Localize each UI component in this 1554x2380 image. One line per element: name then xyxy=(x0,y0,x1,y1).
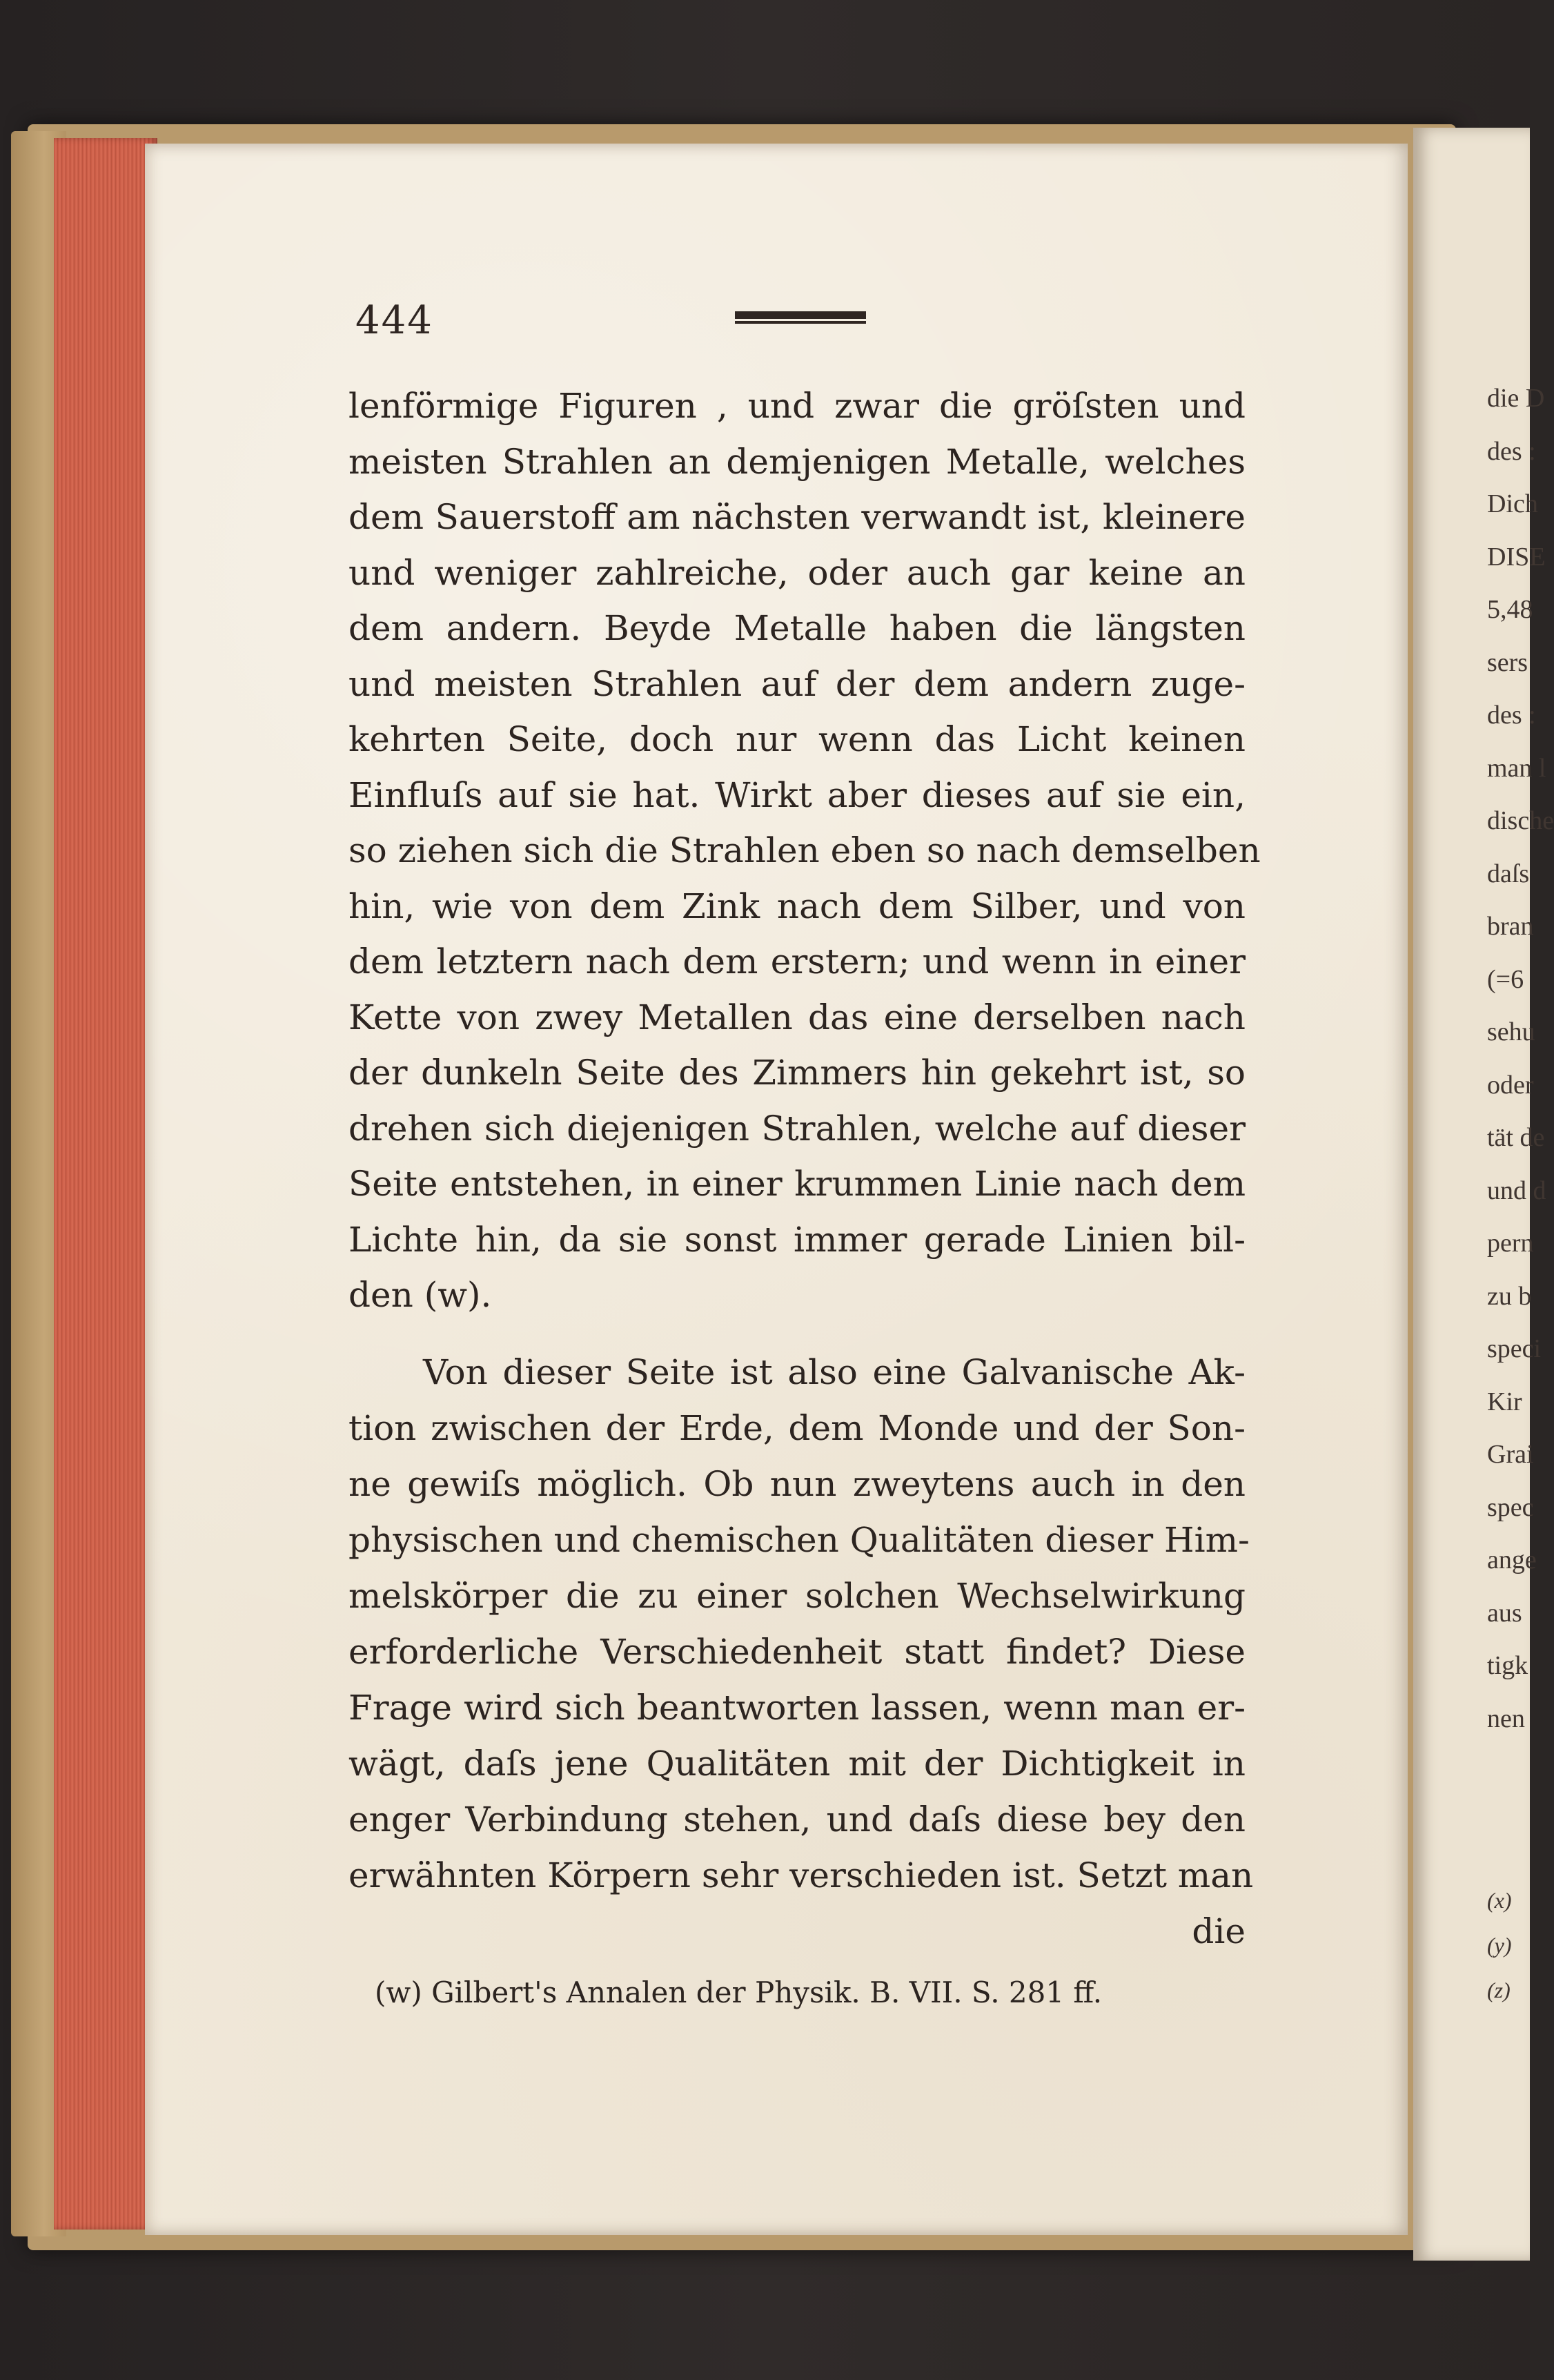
facing-page-fragment: 5,48 xyxy=(1487,595,1533,624)
page-number: 444 xyxy=(355,298,433,343)
facing-page-fragment: des : xyxy=(1487,436,1536,466)
facing-page-fragment: (y) xyxy=(1487,1933,1512,1958)
facing-page-fragment: (=6 xyxy=(1487,964,1524,994)
paragraph2-line: wägt, daſs jene Qualitäten mit der Dichtigkeit in xyxy=(348,1744,1246,1784)
paragraph2-line: tion zwischen der Erde, dem Monde und der Son- xyxy=(348,1408,1246,1448)
facing-page-fragment: pern xyxy=(1487,1229,1534,1258)
paragraph2-line: erforderliche Verschiedenheit statt findet? Diese xyxy=(348,1632,1246,1672)
facing-page-fragment: (x) xyxy=(1487,1888,1512,1913)
body-line: dem andern. Beyde Metalle haben die längsten xyxy=(348,608,1246,648)
page-edge-block xyxy=(54,138,157,2230)
footnote: (w) Gilbert's Annalen der Physik. B. VII. S. 281 ff. xyxy=(375,1976,1103,2009)
body-line: Lichte hin, da sie sonst immer gerade Linien bil- xyxy=(348,1219,1246,1260)
paragraph2-line: Von dieser Seite ist also eine Galvanische Ak- xyxy=(423,1352,1246,1392)
facing-page-fragment: aus xyxy=(1487,1598,1522,1628)
facing-page-fragment: (z) xyxy=(1487,1978,1511,2002)
facing-page-fragment: dische xyxy=(1487,806,1554,835)
body-line: Seite entstehen, in einer krummen Linie nach dem xyxy=(348,1164,1246,1204)
paragraph2-line: enger Verbindung stehen, und daſs diese bey den xyxy=(348,1799,1246,1840)
header-rule-thin xyxy=(735,321,866,324)
facing-page-fragment: man l xyxy=(1487,753,1546,783)
facing-page-fragment: nen xyxy=(1487,1704,1525,1733)
facing-page-fragment: des : xyxy=(1487,701,1536,730)
body-line: und weniger zahlreiche, oder auch gar keine an xyxy=(348,552,1246,593)
facing-page-fragment: bran xyxy=(1487,912,1534,941)
body-line: dem Sauerstoff am nächsten verwandt ist, kleinere xyxy=(348,497,1246,537)
catchword: die xyxy=(1192,1911,1246,1951)
facing-page-fragment: und d xyxy=(1487,1176,1546,1205)
body-line: den (w). xyxy=(348,1275,492,1315)
header-rule-thick xyxy=(735,311,866,319)
facing-page-fragment: zu b xyxy=(1487,1281,1532,1311)
paragraph2-line: melskörper die zu einer solchen Wechselwirkung xyxy=(348,1576,1246,1616)
body-line: der dunkeln Seite des Zimmers hin gekehrt ist, so xyxy=(348,1053,1246,1093)
facing-page-fragment: die D xyxy=(1487,384,1545,413)
facing-page-fragment: tigk xyxy=(1487,1651,1528,1680)
body-line: meisten Strahlen an demjenigen Metalle, welches xyxy=(348,441,1246,482)
body-line: Einfluſs auf sie hat. Wirkt aber dieses auf sie ein, xyxy=(348,774,1246,815)
paragraph2-line: physischen und chemischen Qualitäten dieser Him- xyxy=(348,1520,1250,1560)
facing-page-fragment: oder xyxy=(1487,1070,1534,1100)
body-line: lenförmige Figuren , und zwar die gröſsten und xyxy=(348,386,1246,426)
facing-page-fragment: speci xyxy=(1487,1334,1542,1363)
facing-page-fragment: spec xyxy=(1487,1492,1534,1522)
facing-page-fragment: ange xyxy=(1487,1545,1537,1574)
body-line: dem letztern nach dem erstern; und wenn in einer xyxy=(348,942,1246,982)
facing-page-fragment: daſs xyxy=(1487,859,1530,888)
facing-page-fragment: tät de xyxy=(1487,1123,1545,1152)
facing-page-fragment: DISE xyxy=(1487,542,1546,572)
body-line: kehrten Seite, doch nur wenn das Licht keinen xyxy=(348,719,1246,759)
paragraph2-line: ne gewiſs möglich. Ob nun zweytens auch in den xyxy=(348,1464,1246,1504)
paragraph2-line: erwähnten Körpern sehr verschieden ist. Setzt man xyxy=(348,1855,1254,1895)
facing-page-fragment: sehu xyxy=(1487,1017,1535,1046)
header-rule xyxy=(735,311,866,325)
facing-page-fragment: Kir xyxy=(1487,1387,1522,1416)
body-line: so ziehen sich die Strahlen eben so nach demselben xyxy=(348,830,1261,870)
paragraph2-line: Frage wird sich beantworten lassen, wenn man er- xyxy=(348,1688,1246,1728)
body-line: Kette von zwey Metallen das eine derselben nach xyxy=(348,997,1246,1037)
body-line: drehen sich diejenigen Strahlen, welche auf dieser xyxy=(348,1108,1246,1149)
facing-page-fragment: sers xyxy=(1487,647,1528,677)
facing-page-fragment: Dich xyxy=(1487,489,1538,518)
body-line: und meisten Strahlen auf der dem andern zuge- xyxy=(348,663,1246,704)
body-line: hin, wie von dem Zink nach dem Silber, und von xyxy=(348,886,1246,926)
facing-page-fragment: Grai xyxy=(1487,1440,1534,1469)
